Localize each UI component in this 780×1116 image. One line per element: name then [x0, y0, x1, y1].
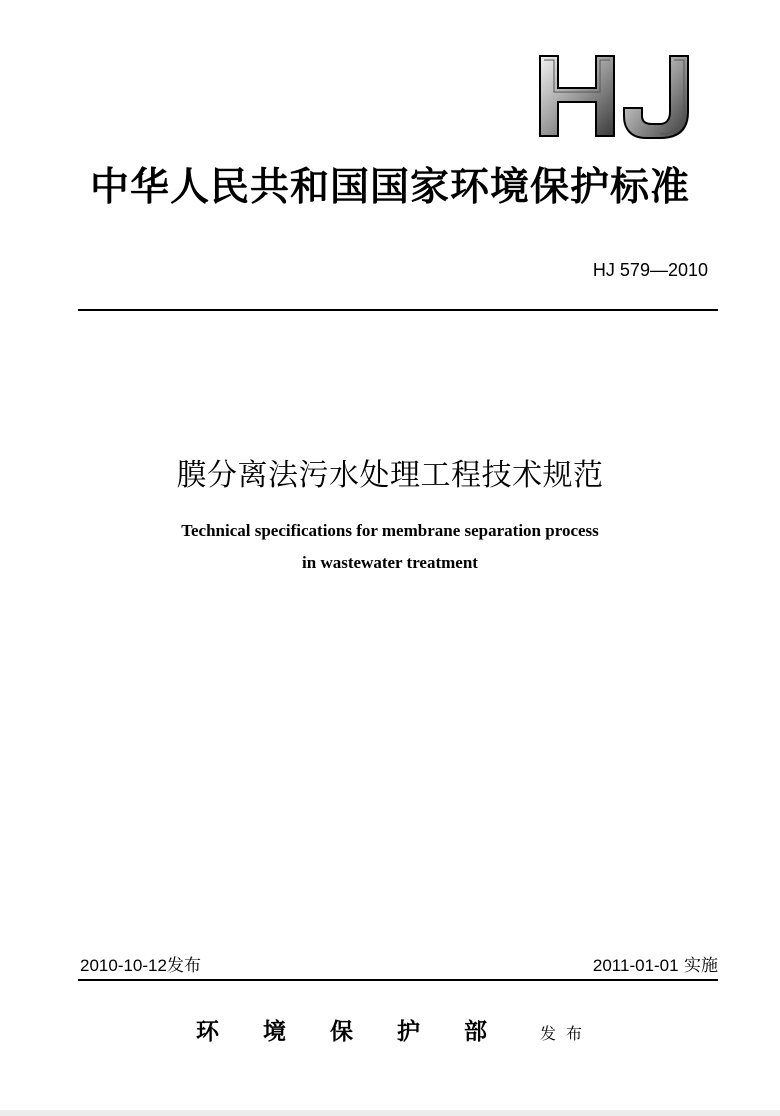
issue-date-block	[80, 955, 201, 977]
page-bottom-edge	[0, 1110, 780, 1116]
effective-date-block	[593, 955, 718, 977]
hj-logo	[538, 50, 698, 142]
document-title-cn: 膜分离法污水处理工程技术规范	[176, 458, 604, 493]
publisher-name: 环境保护部	[196, 1019, 531, 1045]
issue-date-label: 发布	[166, 956, 201, 976]
org-title: 中华人民共和国国家环境保护标准	[89, 165, 690, 210]
header-divider	[78, 309, 718, 311]
standard-number: HJ 579—2010	[592, 260, 708, 280]
footer-divider	[78, 979, 718, 981]
hj-logo-icon	[538, 50, 698, 142]
publisher-suffix: 发布	[540, 1024, 593, 1043]
document-title-en-line1: Technical specifications for membrane separation process	[181, 521, 599, 540]
document-title-en-line2: in wastewater treatment	[302, 553, 478, 572]
effective-date: 2011-01-01	[592, 956, 679, 975]
issue-date: 2010-10-12	[80, 956, 167, 975]
effective-date-label: 实施	[684, 956, 718, 976]
